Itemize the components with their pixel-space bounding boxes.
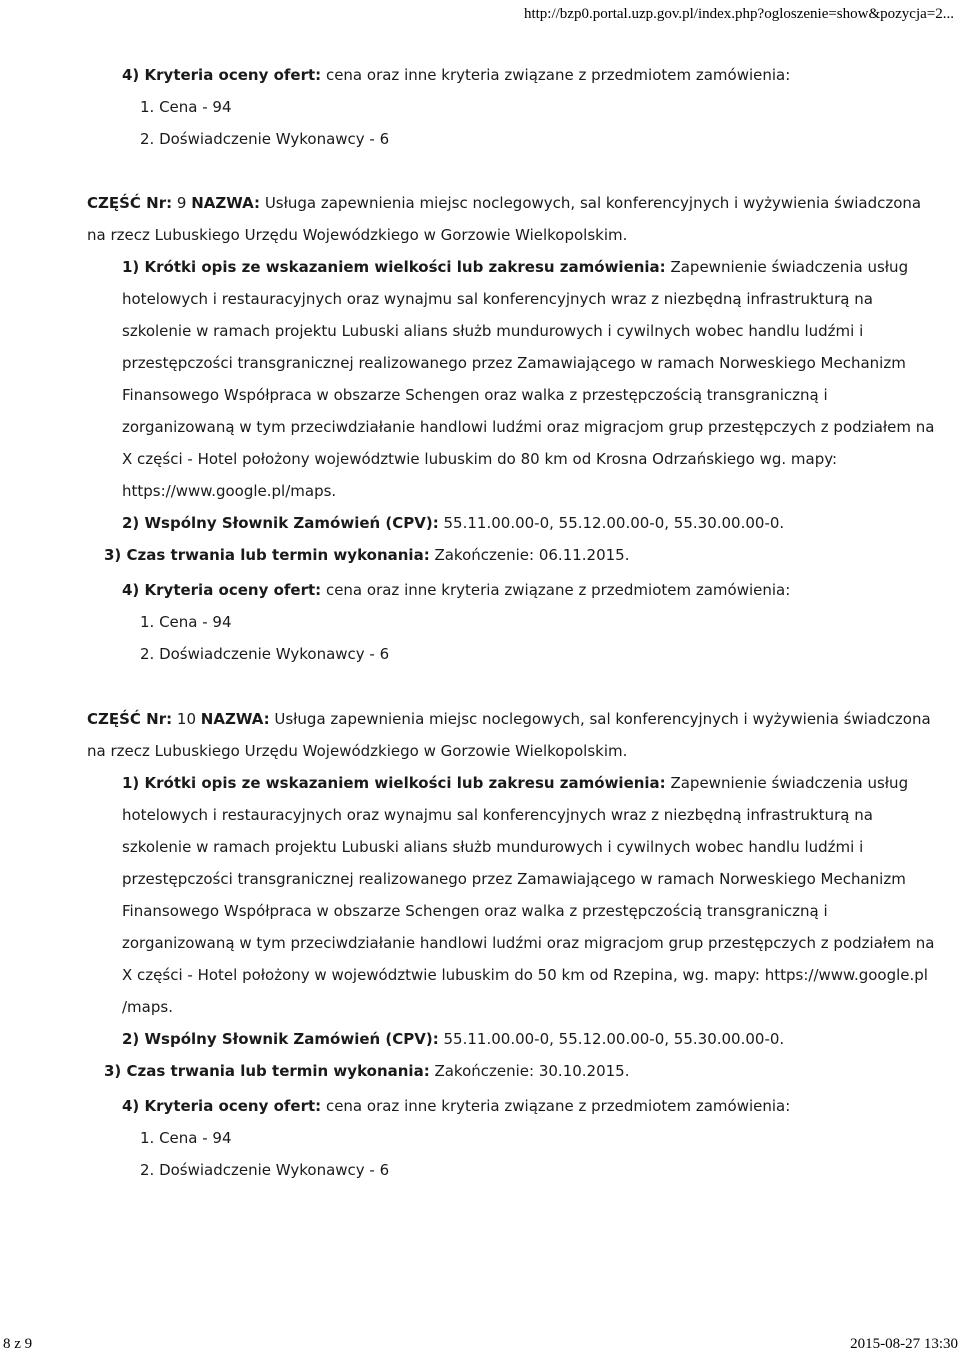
czas-label: 3) Czas trwania lub termin wykonania: — [104, 546, 430, 564]
opis-line: przestępczości transgranicznej realizowanego przez Zamawiającego w ramach Norweskiego Mechanizm — [122, 870, 906, 888]
criteria-label: 4) Kryteria oceny ofert: — [122, 581, 322, 599]
czas-line — [104, 545, 630, 565]
opis-line: Finansowego Współpraca w obszarze Schengen oraz walka z przestępczością transgraniczną i — [122, 902, 828, 920]
criteria-label: 4) Kryteria oceny ofert: — [122, 1097, 322, 1115]
criterion-price: 1. Cena - 94 — [140, 1129, 232, 1147]
opis-label: 1) Krótki opis ze wskazaniem wielkości lub zakresu zamówienia: — [122, 774, 666, 792]
opis-line: Finansowego Współpraca w obszarze Schengen oraz walka z przestępczością transgraniczną i — [122, 386, 828, 404]
opis-text: Zapewnienie świadczenia usług — [670, 258, 909, 276]
czas-value: Zakończenie: 06.11.2015. — [434, 546, 630, 564]
part-name-label: NAZWA: — [191, 194, 261, 212]
opis-line — [122, 773, 908, 793]
czas-label: 3) Czas trwania lub termin wykonania: — [104, 1062, 430, 1080]
opis-line: X części - Hotel położony w województwie lubuskim do 50 km od Rzepina, wg. mapy: https://www.google.pl — [122, 966, 928, 984]
opis-line: szkolenie w ramach projektu Lubuski alians służb mundurowych i cywilnych wobec handlu ludźmi i — [122, 322, 864, 340]
criterion-experience: 2. Doświadczenie Wykonawcy - 6 — [140, 1161, 390, 1179]
opis-line: szkolenie w ramach projektu Lubuski alians służb mundurowych i cywilnych wobec handlu ludźmi i — [122, 838, 864, 856]
part-heading — [87, 709, 931, 729]
opis-line: zorganizowaną w tym przeciwdziałanie handlowi ludźmi oraz migracjom grup przestępczych z podziałem na — [122, 418, 935, 436]
opis-line: https://www.google.pl/maps. — [122, 482, 337, 500]
page-number: 8 z 9 — [3, 1336, 33, 1352]
opis-line: hotelowych i restauracyjnych oraz wynajmu sal konferencyjnych wraz z niezbędną infrastrukturą na — [122, 806, 873, 824]
czas-line — [104, 1061, 630, 1081]
opis-line: zorganizowaną w tym przeciwdziałanie handlowi ludźmi oraz migracjom grup przestępczych z podziałem na — [122, 934, 935, 952]
part-nr-label: CZĘŚĆ Nr: — [87, 194, 173, 212]
opis-text: Zapewnienie świadczenia usług — [670, 774, 909, 792]
part-name-cont: na rzecz Lubuskiego Urzędu Wojewódzkiego w Gorzowie Wielkopolskim. — [87, 226, 628, 244]
criterion-price: 1. Cena - 94 — [140, 613, 232, 631]
opis-label: 1) Krótki opis ze wskazaniem wielkości lub zakresu zamówienia: — [122, 258, 666, 276]
part-name-label: NAZWA: — [200, 710, 270, 728]
part-nr-label: CZĘŚĆ Nr: — [87, 710, 173, 728]
header-url: http://bzp0.portal.uzp.gov.pl/index.php?ogloszenie=show&pozycja=2... — [523, 6, 954, 22]
opis-line — [122, 257, 908, 277]
opis-line: hotelowych i restauracyjnych oraz wynajmu sal konferencyjnych wraz z niezbędną infrastrukturą na — [122, 290, 873, 308]
criteria-line — [122, 580, 790, 600]
criteria-line — [122, 65, 790, 85]
criteria-label: 4) Kryteria oceny ofert: — [122, 66, 322, 84]
cpv-label: 2) Wspólny Słownik Zamówień (CPV): — [122, 514, 439, 532]
criteria-text: cena oraz inne kryteria związane z przedmiotem zamówienia: — [325, 581, 791, 599]
cpv-label: 2) Wspólny Słownik Zamówień (CPV): — [122, 1030, 439, 1048]
part-heading — [87, 193, 921, 213]
cpv-codes: 55.11.00.00-0, 55.12.00.00-0, 55.30.00.00-0. — [443, 514, 785, 532]
opis-line: X części - Hotel położony województwie lubuskim do 80 km od Krosna Odrzańskiego wg. mapy: — [122, 450, 838, 468]
part-name: Usługa zapewnienia miejsc noclegowych, sal konferencyjnych i wyżywienia świadczona — [264, 194, 922, 212]
cpv-line — [122, 513, 784, 533]
criterion-experience: 2. Doświadczenie Wykonawcy - 6 — [140, 130, 390, 148]
print-datetime: 2015-08-27 13:30 — [850, 1336, 958, 1352]
cpv-line — [122, 1029, 784, 1049]
criteria-text: cena oraz inne kryteria związane z przedmiotem zamówienia: — [325, 1097, 791, 1115]
czas-value: Zakończenie: 30.10.2015. — [434, 1062, 630, 1080]
part-name-cont: na rzecz Lubuskiego Urzędu Wojewódzkiego w Gorzowie Wielkopolskim. — [87, 742, 628, 760]
criteria-text: cena oraz inne kryteria związane z przedmiotem zamówienia: — [325, 66, 791, 84]
part-nr: 9 — [176, 194, 187, 212]
opis-line: przestępczości transgranicznej realizowanego przez Zamawiającego w ramach Norweskiego Mechanizm — [122, 354, 906, 372]
part-name: Usługa zapewnienia miejsc noclegowych, sal konferencyjnych i wyżywienia świadczona — [274, 710, 931, 728]
part-nr: 10 — [176, 710, 196, 728]
opis-line: /maps. — [122, 998, 173, 1016]
cpv-codes: 55.11.00.00-0, 55.12.00.00-0, 55.30.00.00-0. — [443, 1030, 785, 1048]
criteria-line — [122, 1096, 790, 1116]
criterion-experience: 2. Doświadczenie Wykonawcy - 6 — [140, 645, 390, 663]
criterion-price: 1. Cena - 94 — [140, 98, 232, 116]
